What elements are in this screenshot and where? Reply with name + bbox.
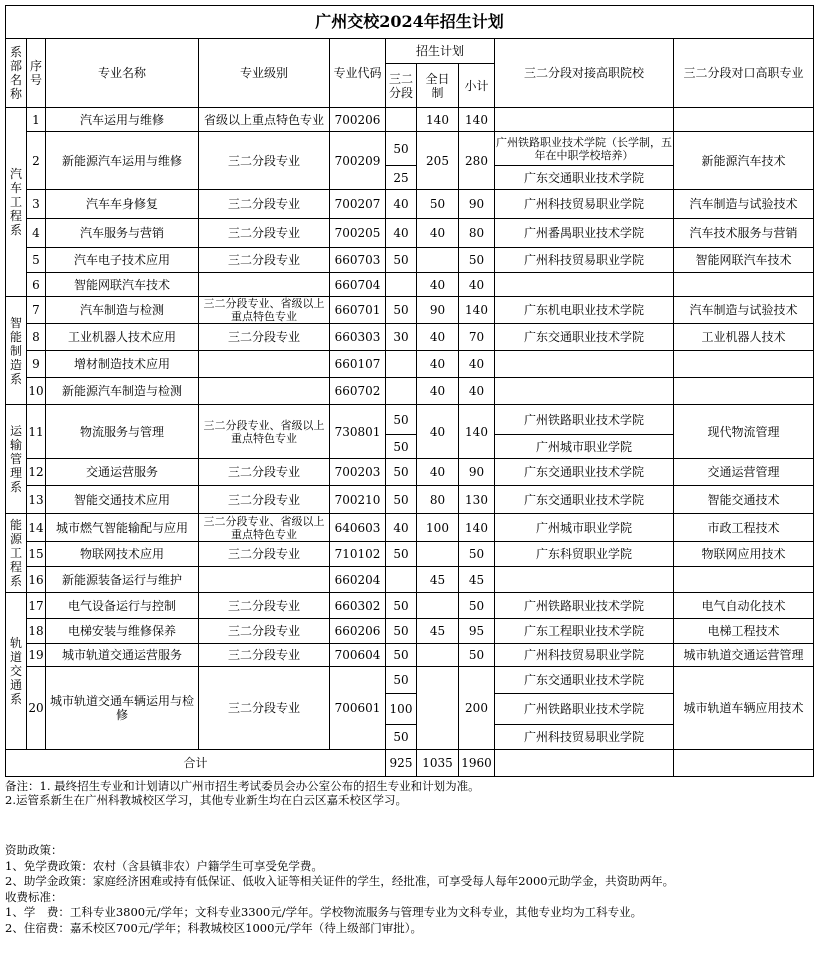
row-target	[674, 378, 814, 405]
stacked-char: 号	[29, 73, 42, 87]
dept-cell	[6, 405, 27, 514]
row-plan-full: 100	[417, 514, 459, 542]
row-college: 广州科技贸易职业学院	[495, 190, 674, 219]
total-label: 合计	[6, 750, 386, 777]
row-college	[495, 273, 674, 297]
row-code: 660206	[330, 619, 386, 644]
row-target	[674, 567, 814, 593]
row-plan-sub: 50	[459, 644, 495, 667]
row-college: 广州铁路职业技术学院	[495, 593, 674, 619]
stacked-char: 道	[9, 650, 22, 664]
row-level: 三二分段专业	[199, 593, 330, 619]
row-code: 700601	[330, 667, 386, 750]
header-dept	[6, 39, 27, 108]
header-plan-32	[386, 64, 417, 108]
row-seq: 20	[27, 667, 46, 750]
row-plan-sub: 280	[459, 132, 495, 190]
row-major-name: 物流服务与管理	[46, 405, 199, 459]
stacked-char: 系	[9, 371, 22, 386]
table-row	[6, 567, 814, 593]
row-plan-32: 50	[386, 725, 417, 750]
row-college	[495, 108, 674, 132]
row-plan-32: 50	[386, 459, 417, 486]
row-plan-sub: 140	[459, 108, 495, 132]
stacked-char: 部	[9, 59, 22, 73]
table-row	[6, 324, 814, 351]
table-row	[6, 108, 814, 132]
row-plan-full: 45	[417, 567, 459, 593]
row-code: 660701	[330, 297, 386, 324]
row-level	[199, 378, 330, 405]
row-college	[495, 378, 674, 405]
row-level: 三二分段专业、省级以上重点特色专业	[199, 405, 330, 459]
row-major-name: 智能交通技术应用	[46, 486, 199, 514]
enrollment-plan-table	[5, 5, 814, 777]
header-plan-full	[417, 64, 459, 108]
stacked-char: 交	[9, 664, 22, 678]
row-plan-sub: 90	[459, 190, 495, 219]
stacked-char: 工	[9, 546, 22, 560]
row-college: 广东交通职业技术学院	[495, 667, 674, 694]
row-seq: 14	[27, 514, 46, 542]
row-level	[199, 351, 330, 378]
row-plan-32	[386, 108, 417, 132]
row-target: 汽车技术服务与营销	[674, 219, 814, 248]
row-target: 工业机器人技术	[674, 324, 814, 351]
row-college: 广州城市职业学院	[495, 514, 674, 542]
header-level: 专业级别	[199, 39, 330, 108]
row-code: 700207	[330, 190, 386, 219]
row-plan-32: 100	[386, 694, 417, 725]
row-level: 三二分段专业	[199, 190, 330, 219]
header-plan: 招生计划	[386, 39, 495, 64]
stacked-char: 序	[29, 59, 42, 73]
row-major-name: 汽车电子技术应用	[46, 248, 199, 273]
row-plan-32: 50	[386, 542, 417, 567]
row-seq: 8	[27, 324, 46, 351]
row-code: 660302	[330, 593, 386, 619]
row-level: 三二分段专业	[199, 132, 330, 190]
row-plan-full: 40	[417, 405, 459, 459]
row-plan-sub: 140	[459, 514, 495, 542]
stacked-char: 制	[9, 343, 22, 358]
row-plan-32: 50	[386, 132, 417, 166]
row-plan-32: 50	[386, 667, 417, 694]
row-level: 省级以上重点特色专业	[199, 108, 330, 132]
row-plan-sub: 50	[459, 248, 495, 273]
row-college: 广东工程职业技术学院	[495, 619, 674, 644]
row-plan-sub: 140	[459, 297, 495, 324]
row-target: 市政工程技术	[674, 514, 814, 542]
row-major-name: 工业机器人技术应用	[46, 324, 199, 351]
table-row	[6, 486, 814, 514]
row-plan-full: 90	[417, 297, 459, 324]
row-major-name: 汽车服务与营销	[46, 219, 199, 248]
row-target	[674, 273, 814, 297]
stacked-char: 车	[9, 181, 22, 195]
row-seq: 10	[27, 378, 46, 405]
header-plan-32-text	[386, 72, 416, 100]
row-plan-32: 40	[386, 514, 417, 542]
table-row	[6, 514, 814, 542]
row-major-name: 城市燃气智能输配与应用	[46, 514, 199, 542]
page	[5, 5, 813, 937]
row-major-name: 增材制造技术应用	[46, 351, 199, 378]
row-target: 电梯工程技术	[674, 619, 814, 644]
stacked-char: 输	[9, 438, 22, 452]
row-plan-full	[417, 248, 459, 273]
row-plan-full	[417, 593, 459, 619]
row-plan-sub: 45	[459, 567, 495, 593]
row-college	[495, 567, 674, 593]
stacked-char: 运	[9, 424, 22, 438]
row-plan-sub: 90	[459, 459, 495, 486]
row-target: 现代物流管理	[674, 405, 814, 459]
row-level	[199, 273, 330, 297]
total-full: 1035	[417, 750, 459, 777]
table-row	[6, 351, 814, 378]
stacked-char: 管	[9, 452, 22, 466]
row-plan-32: 50	[386, 644, 417, 667]
table-row	[6, 132, 814, 166]
row-plan-32	[386, 378, 417, 405]
table-row	[6, 459, 814, 486]
row-college: 广州城市职业学院	[495, 435, 674, 459]
header-seq-text	[27, 59, 45, 87]
row-seq: 19	[27, 644, 46, 667]
table-row	[6, 593, 814, 619]
header-seq	[27, 39, 46, 108]
total-s32: 925	[386, 750, 417, 777]
row-plan-32: 25	[386, 166, 417, 190]
stacked-char: 三二	[388, 71, 413, 86]
table-row	[6, 219, 814, 248]
row-code: 700209	[330, 132, 386, 190]
stacked-char: 能	[9, 329, 22, 344]
row-plan-sub: 70	[459, 324, 495, 351]
table-row	[6, 619, 814, 644]
row-plan-sub: 80	[459, 219, 495, 248]
policy-line: 2、住宿费：嘉禾校区700元/学年；科教城校区1000元/学年（待上级部门审批）。	[5, 920, 423, 935]
row-college: 广州铁路职业技术学院	[495, 405, 674, 435]
stacked-char: 系	[9, 45, 22, 59]
row-plan-full: 45	[417, 619, 459, 644]
row-plan-full: 40	[417, 459, 459, 486]
row-code: 700205	[330, 219, 386, 248]
row-plan-sub: 130	[459, 486, 495, 514]
stacked-char: 分段	[388, 85, 413, 100]
row-target: 物联网应用技术	[674, 542, 814, 567]
stacked-char: 智	[9, 315, 22, 330]
row-code: 660702	[330, 378, 386, 405]
row-plan-32: 50	[386, 297, 417, 324]
row-plan-sub: 40	[459, 378, 495, 405]
row-college: 广州铁路职业技术学院	[495, 694, 674, 725]
table-row	[6, 297, 814, 324]
row-plan-full: 50	[417, 190, 459, 219]
row-college: 广东科贸职业学院	[495, 542, 674, 567]
stacked-char: 系	[9, 223, 22, 237]
stacked-char: 轨	[9, 636, 22, 650]
header-target: 三二分段对口高职专业	[674, 39, 814, 108]
row-major-name: 智能网联汽车技术	[46, 273, 199, 297]
row-level: 三二分段专业	[199, 644, 330, 667]
policy-line: 收费标准：	[5, 889, 63, 904]
row-college: 广东交通职业技术学院	[495, 486, 674, 514]
stacked-char: 通	[9, 678, 22, 692]
row-seq: 16	[27, 567, 46, 593]
row-target: 智能交通技术	[674, 486, 814, 514]
row-plan-32	[386, 567, 417, 593]
note-line: 备注：1. 最终招生专业和计划请以广州市招生考试委员会办公室公布的招生专业和计划为准。	[5, 779, 480, 793]
page-title: 广州交校2024年招生计划	[6, 6, 814, 39]
row-major-name: 汽车运用与维修	[46, 108, 199, 132]
row-seq: 2	[27, 132, 46, 190]
row-plan-full: 40	[417, 351, 459, 378]
row-seq: 3	[27, 190, 46, 219]
stacked-char: 制	[431, 85, 444, 100]
row-plan-full	[417, 644, 459, 667]
row-code: 710102	[330, 542, 386, 567]
row-major-name: 新能源装备运行与维护	[46, 567, 199, 593]
row-plan-full: 140	[417, 108, 459, 132]
row-plan-32: 50	[386, 405, 417, 435]
stacked-char: 工	[9, 195, 22, 209]
row-seq: 7	[27, 297, 46, 324]
stacked-char: 造	[9, 357, 22, 372]
row-plan-32: 40	[386, 219, 417, 248]
row-code: 700203	[330, 459, 386, 486]
row-target	[674, 351, 814, 378]
table-body	[6, 108, 814, 750]
row-major-name: 交通运营服务	[46, 459, 199, 486]
policy-line: 1、免学费政策：农村（含县镇非农）户籍学生可享受免学费。	[5, 858, 323, 873]
stacked-char: 全日	[425, 71, 450, 86]
total-sub: 1960	[459, 750, 495, 777]
row-plan-full: 40	[417, 219, 459, 248]
row-code: 660303	[330, 324, 386, 351]
row-plan-32: 50	[386, 619, 417, 644]
row-plan-sub: 200	[459, 667, 495, 750]
table-row	[6, 644, 814, 667]
row-plan-sub: 50	[459, 593, 495, 619]
row-code: 700604	[330, 644, 386, 667]
stacked-char: 程	[9, 209, 22, 223]
row-college	[495, 351, 674, 378]
row-major-name: 城市轨道交通运营服务	[46, 644, 199, 667]
row-level: 三二分段专业	[199, 248, 330, 273]
row-target: 智能网联汽车技术	[674, 248, 814, 273]
row-target	[674, 108, 814, 132]
row-level: 三二分段专业	[199, 619, 330, 644]
row-code: 700210	[330, 486, 386, 514]
stacked-char: 系	[9, 574, 22, 588]
row-seq: 17	[27, 593, 46, 619]
row-level: 三二分段专业、省级以上重点特色专业	[199, 514, 330, 542]
row-code: 640603	[330, 514, 386, 542]
policy	[5, 843, 813, 937]
table-row	[6, 667, 814, 694]
row-target: 新能源汽车技术	[674, 132, 814, 190]
table-row	[6, 273, 814, 297]
row-plan-full: 205	[417, 132, 459, 190]
row-code: 660703	[330, 248, 386, 273]
row-plan-32: 50	[386, 593, 417, 619]
row-code: 660704	[330, 273, 386, 297]
row-college: 广东交通职业技术学院	[495, 459, 674, 486]
row-target: 电气自动化技术	[674, 593, 814, 619]
total-target-empty	[674, 750, 814, 777]
table-row	[6, 248, 814, 273]
row-major-name: 汽车车身修复	[46, 190, 199, 219]
header-college: 三二分段对接高职院校	[495, 39, 674, 108]
row-level: 三二分段专业	[199, 542, 330, 567]
row-code: 730801	[330, 405, 386, 459]
row-target: 汽车制造与试验技术	[674, 297, 814, 324]
row-plan-full: 80	[417, 486, 459, 514]
row-seq: 12	[27, 459, 46, 486]
row-code: 660107	[330, 351, 386, 378]
row-college: 广州科技贸易职业学院	[495, 725, 674, 750]
row-code: 700206	[330, 108, 386, 132]
row-seq: 9	[27, 351, 46, 378]
row-college: 广州铁路职业技术学院（长学制，五年在中职学校培养）	[495, 132, 674, 166]
row-college: 广东机电职业技术学院	[495, 297, 674, 324]
dept-cell	[6, 297, 27, 405]
row-plan-sub: 95	[459, 619, 495, 644]
row-major-name: 电梯安装与维修保养	[46, 619, 199, 644]
stacked-char: 程	[9, 560, 22, 574]
row-plan-32: 30	[386, 324, 417, 351]
stacked-char: 名	[9, 73, 22, 87]
policy-line: 1、学 费：工科专业3800元/学年；文科专业3300元/学年。学校物流服务与管理专业为文科专业，其他专业均为工科专业。	[5, 905, 643, 920]
row-seq: 11	[27, 405, 46, 459]
table-row	[6, 190, 814, 219]
row-college: 广东交通职业技术学院	[495, 166, 674, 190]
row-level: 三二分段专业	[199, 219, 330, 248]
header-major: 专业名称	[46, 39, 199, 108]
stacked-char: 理	[9, 466, 22, 480]
row-level: 三二分段专业	[199, 486, 330, 514]
total-college-empty	[495, 750, 674, 777]
dept-cell	[6, 108, 27, 297]
header-plan-sub: 小计	[459, 64, 495, 108]
row-plan-sub: 40	[459, 273, 495, 297]
header-code: 专业代码	[330, 39, 386, 108]
row-level: 三二分段专业、省级以上重点特色专业	[199, 297, 330, 324]
row-plan-full: 40	[417, 378, 459, 405]
row-seq: 4	[27, 219, 46, 248]
stacked-char: 源	[9, 532, 22, 546]
stacked-char: 系	[9, 480, 22, 494]
stacked-char: 系	[9, 692, 22, 706]
row-college: 广州科技贸易职业学院	[495, 248, 674, 273]
row-plan-full	[417, 542, 459, 567]
row-plan-full	[417, 667, 459, 750]
row-plan-sub: 40	[459, 351, 495, 378]
row-target: 交通运营管理	[674, 459, 814, 486]
row-seq: 13	[27, 486, 46, 514]
header-dept-text	[6, 45, 26, 101]
row-major-name: 城市轨道交通车辆运用与检修	[46, 667, 199, 750]
policy-line: 2、助学金政策：家庭经济困难或持有低保证、低收入证等相关证件的学生，经批准，可享受每人每年2000元助学金，共资助两年。	[5, 874, 675, 889]
row-seq: 1	[27, 108, 46, 132]
row-plan-32: 50	[386, 248, 417, 273]
table-row	[6, 378, 814, 405]
row-level: 三二分段专业	[199, 667, 330, 750]
row-plan-32: 50	[386, 486, 417, 514]
stacked-char: 汽	[9, 167, 22, 181]
row-major-name: 新能源汽车运用与维修	[46, 132, 199, 190]
table-row	[6, 542, 814, 567]
row-college: 广州科技贸易职业学院	[495, 644, 674, 667]
row-code: 660204	[330, 567, 386, 593]
row-level: 三二分段专业	[199, 459, 330, 486]
row-seq: 15	[27, 542, 46, 567]
row-level	[199, 567, 330, 593]
stacked-char: 能	[9, 518, 22, 532]
row-plan-32: 50	[386, 435, 417, 459]
dept-cell	[6, 593, 27, 750]
row-major-name: 汽车制造与检测	[46, 297, 199, 324]
row-major-name: 物联网技术应用	[46, 542, 199, 567]
row-target: 城市轨道车辆应用技术	[674, 667, 814, 750]
row-plan-full: 40	[417, 273, 459, 297]
row-plan-32: 40	[386, 190, 417, 219]
row-plan-sub: 140	[459, 405, 495, 459]
row-college: 广州番禺职业技术学院	[495, 219, 674, 248]
stacked-char: 称	[9, 87, 22, 101]
row-plan-32	[386, 351, 417, 378]
note-line: 2.运管系新生在广州科教城校区学习，其他专业新生均在白云区嘉禾校区学习。	[5, 793, 407, 807]
row-seq: 6	[27, 273, 46, 297]
row-college: 广东交通职业技术学院	[495, 324, 674, 351]
notes	[5, 779, 813, 807]
row-major-name: 电气设备运行与控制	[46, 593, 199, 619]
policy-line: 资助政策：	[5, 843, 63, 857]
row-seq: 18	[27, 619, 46, 644]
table-row	[6, 405, 814, 435]
row-target: 汽车制造与试验技术	[674, 190, 814, 219]
row-plan-32	[386, 273, 417, 297]
header-plan-full-text	[417, 72, 458, 100]
row-seq: 5	[27, 248, 46, 273]
row-target: 城市轨道交通运营管理	[674, 644, 814, 667]
row-plan-sub: 50	[459, 542, 495, 567]
row-level: 三二分段专业	[199, 324, 330, 351]
row-plan-full: 40	[417, 324, 459, 351]
dept-cell	[6, 514, 27, 593]
row-major-name: 新能源汽车制造与检测	[46, 378, 199, 405]
